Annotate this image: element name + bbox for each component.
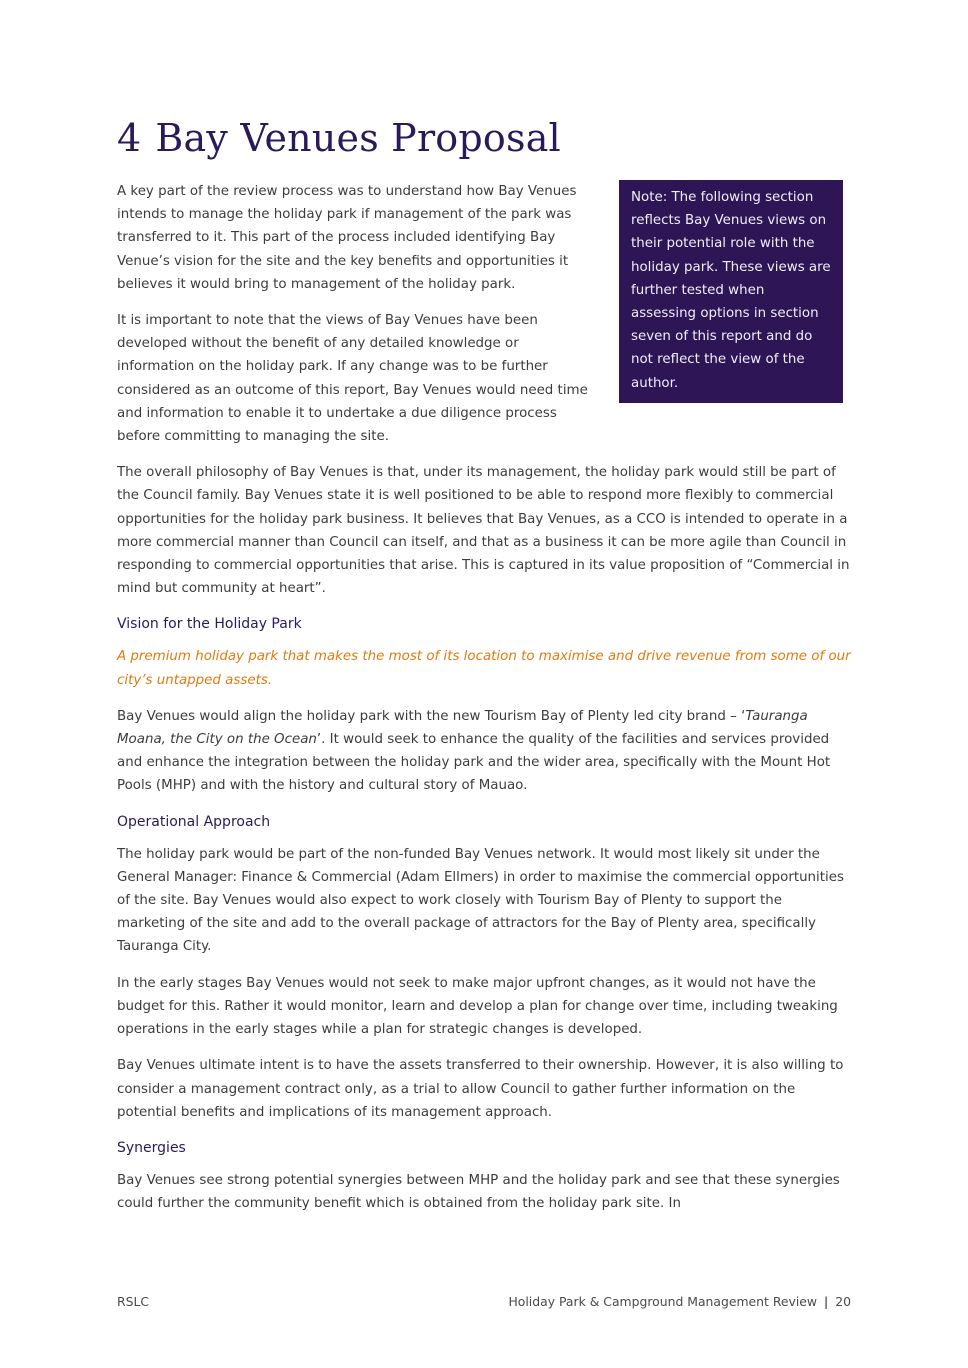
page-content [117, 112, 853, 1228]
operational-heading: Operational Approach [117, 813, 271, 830]
footer-document-title: Holiday Park & Campground Management Review [508, 1294, 818, 1309]
footer-organisation: RSLC [117, 1294, 150, 1309]
section-heading [117, 112, 853, 164]
section-number: 4 [117, 116, 142, 160]
intro-paragraph-1: A key part of the review process was to understand how Bay Venues intends to manage the holiday park if management of the park was transferred to it. This part of the process included identifying Bay Venue’s vision for the site and the key benefits and opportunities it believes it would bring to management of the holiday park. [117, 184, 577, 292]
synergies-paragraph: Bay Venues see strong potential synergies between MHP and the holiday park and see that these synergies could further the community benefit which is obtained from the holiday park site. In [117, 1172, 840, 1212]
vision-paragraph [117, 705, 853, 798]
footer-right [508, 1292, 851, 1312]
vision-heading: Vision for the Holiday Park [117, 616, 302, 633]
city-brand-name: Tauranga Moana, the City on the Ocean [117, 708, 808, 748]
section-title: Bay Venues Proposal [155, 116, 561, 160]
intro-paragraph-2: It is important to note that the views of Bay Venues have been developed without the benefit of any detailed knowledge or information on the holiday park. If any change was to be further considered as an outcome of this report, Bay Venues would need time and information to enable it to undertake a due diligence process before committing to managing the site. [117, 313, 588, 445]
operational-paragraph-2: In the early stages Bay Venues would not seek to make major upfront changes, as it would not have the budget for this. Rather it would monitor, learn and develop a plan for change over time, including tweaking operations in the early stages while a plan for strategic changes is developed. [117, 975, 838, 1038]
vision-paragraph-end: ’. It would seek to enhance the quality of the facilities and services provided and enhance the integration between the holiday park and the wider area, specifically with the Mount Hot Pools (MHP) and with the history and cultural story of Mauao. [117, 732, 831, 794]
operational-paragraph-3: Bay Venues ultimate intent is to have the assets transferred to their ownership. However, it is also willing to consider a management contract only, as a trial to allow Council to gather further information on the potential benefits and implications of its management approach. [117, 1058, 844, 1120]
vision-paragraph-start: Bay Venues would align the holiday park with the new Tourism Bay of Plenty led city brand – ‘ [117, 708, 746, 724]
note-callout: Note: The following section reflects Bay Venues views on their potential role with the holiday park. These views are further tested when assessing options in section seven of this report and do not reflect the view of the author. [619, 180, 843, 403]
operational-paragraph-1: The holiday park would be part of the non-funded Bay Venues network. It would most likely sit under the General Manager: Finance & Commercial (Adam Ellmers) in order to maximise the commercial opportunities of the site. Bay Venues would also expect to work closely with Tourism Bay of Plenty to support the marketing of the site and add to the overall package of attractors for the Bay of Plenty area, specifically Tauranga City. [117, 846, 844, 955]
vision-statement: A premium holiday park that makes the most of its location to maximise and drive revenue from some of our city’s untapped assets. [117, 649, 851, 688]
footer-separator: | [824, 1294, 829, 1309]
page-number: 20 [835, 1294, 851, 1309]
synergies-heading: Synergies [117, 1139, 186, 1156]
intro-paragraph-3: The overall philosophy of Bay Venues is that, under its management, the holiday park would still be part of the Council family. Bay Venues state it is well positioned to be able to respond more flexibly to commercial opportunities for the holiday park business. It believes that Bay Venues, as a CCO is intended to operate in a more commercial manner than Council can itself, and that as a business it can be more agile than Council in responding to commercial opportunities that arise. This is captured in its value proposition of “Commercial in mind but community at heart”. [117, 465, 850, 597]
